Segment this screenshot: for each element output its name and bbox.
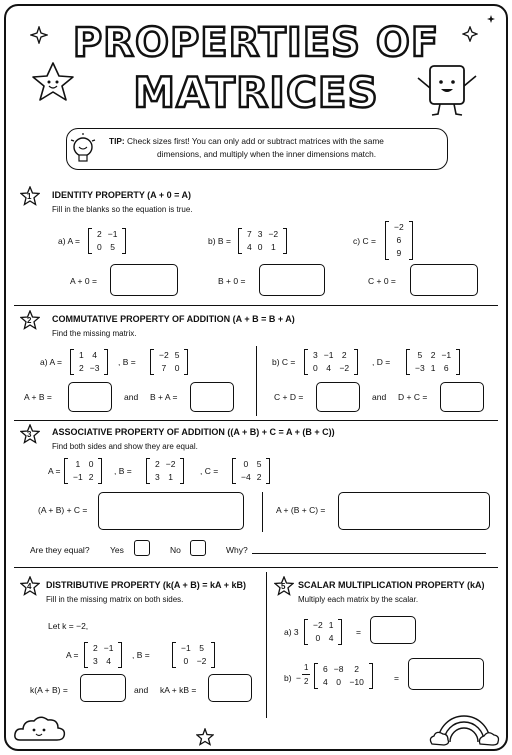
matrix-bracket xyxy=(409,221,413,260)
matrix-entry: −1 xyxy=(441,350,452,360)
matrix-entry: 2 xyxy=(354,664,360,674)
yes-label: Yes xyxy=(110,545,124,555)
matrix-entry: 0 xyxy=(88,459,94,469)
matrix-entry: 7 xyxy=(247,229,252,239)
scalar-definition: Let k = −2, xyxy=(48,621,89,631)
matrix-entry: 7 xyxy=(161,363,167,373)
equation-label: kA + kB = xyxy=(160,685,197,695)
matrix-D xyxy=(406,349,460,375)
matrix-entry: 2 xyxy=(256,472,262,482)
matrix-entry: 1 xyxy=(270,242,276,252)
matrix-entry: 5 xyxy=(417,350,423,360)
no-checkbox[interactable] xyxy=(190,540,206,556)
answer-box[interactable] xyxy=(110,264,178,296)
matrix-bracket xyxy=(70,349,74,375)
matrix-entry: −2 xyxy=(196,656,207,666)
section-heading: COMMUTATIVE PROPERTY OF ADDITION (A + B = B + A) xyxy=(52,314,295,324)
section-number: 1 xyxy=(27,192,32,201)
answer-box[interactable] xyxy=(68,382,112,412)
section-heading: ASSOCIATIVE PROPERTY OF ADDITION ((A + B) + C = A + (B + C)) xyxy=(52,427,335,437)
matrix-bracket xyxy=(304,619,308,645)
matrix-entry: 0 xyxy=(336,677,341,687)
matrix-a xyxy=(304,619,342,645)
matrix-label: , B = xyxy=(132,650,150,660)
matrix-entry: −8 xyxy=(333,664,344,674)
answer-box[interactable] xyxy=(80,674,126,702)
answer-box[interactable] xyxy=(98,492,244,530)
matrix-entry: 4 xyxy=(326,363,331,373)
column-divider xyxy=(266,572,267,718)
matrix-bracket xyxy=(338,619,342,645)
lightbulb-icon xyxy=(68,132,98,168)
matrix-entry: −3 xyxy=(415,363,425,373)
matrix-label: a) A = xyxy=(40,357,62,367)
equation-label: D + C = xyxy=(398,392,428,402)
matrix-bracket xyxy=(283,228,287,254)
matrix-label: , B = xyxy=(114,466,132,476)
fraction-denominator: 2 xyxy=(304,677,309,686)
matrix-entry: 1 xyxy=(168,472,173,482)
matrix-entry: −2 xyxy=(394,222,404,232)
matrix-A xyxy=(84,642,122,668)
section-instruction: Multiply each matrix by the scalar. xyxy=(298,595,419,604)
section-number: 2 xyxy=(27,316,32,325)
matrix-entry: 2 xyxy=(79,363,84,373)
matrix-bracket xyxy=(146,458,150,484)
answer-box[interactable] xyxy=(370,616,416,644)
matrix-entry: 3 xyxy=(93,656,98,666)
matrix-bracket xyxy=(456,349,460,375)
matrix-label: a) A = xyxy=(58,236,80,246)
matrix-entry: −2 xyxy=(165,459,176,469)
matrix-entry: 2 xyxy=(430,350,436,360)
matrix-entry: 2 xyxy=(341,350,347,360)
matrix-entry: 4 xyxy=(328,633,334,643)
matrix-entry: 5 xyxy=(199,643,204,653)
section-number: 5 xyxy=(281,582,286,591)
matrix-entry: −2 xyxy=(339,363,350,373)
matrix-B xyxy=(238,228,287,254)
section-heading: SCALAR MULTIPLICATION PROPERTY (kA) xyxy=(298,580,485,590)
yes-checkbox[interactable] xyxy=(134,540,150,556)
equation-label: (A + B) + C = xyxy=(38,505,88,515)
matrix-bracket xyxy=(118,642,122,668)
matrix-entry: −1 xyxy=(107,229,118,239)
equals-sign: = xyxy=(394,673,399,683)
matrix-bracket xyxy=(232,458,236,484)
matrix-label: c) C = xyxy=(353,236,376,246)
answer-box[interactable] xyxy=(190,382,234,412)
matrix-entry: −1 xyxy=(323,350,334,360)
answer-box[interactable] xyxy=(410,264,478,296)
answer-box[interactable] xyxy=(259,264,325,296)
matrix-entry: −2 xyxy=(159,350,169,360)
matrix-entry: −1 xyxy=(103,643,114,653)
and-label: and xyxy=(124,392,139,402)
answer-box[interactable] xyxy=(208,674,252,702)
matrix-entry: 0 xyxy=(313,363,318,373)
matrix-entry: 3 xyxy=(257,229,263,239)
matrix-bracket xyxy=(98,458,102,484)
matrix-entry: 4 xyxy=(323,677,328,687)
matrix-label: A = xyxy=(48,466,61,476)
matrix-bracket xyxy=(64,458,68,484)
matrix-entry: 3 xyxy=(155,472,160,482)
matrix-entry: −2 xyxy=(313,620,323,630)
matrix-entry: −4 xyxy=(241,472,251,482)
matrix-bracket xyxy=(122,228,126,254)
equation-label: A + (B + C) = xyxy=(276,505,326,515)
matrix-bracket xyxy=(211,642,215,668)
tip-text-2: dimensions, and multiply when the inner dimensions match. xyxy=(157,149,377,159)
equation-label: C + 0 = xyxy=(368,276,396,286)
minus-sign: − xyxy=(296,673,301,683)
matrix-label: b) B = xyxy=(208,236,231,246)
section-heading: IDENTITY PROPERTY (A + 0 = A) xyxy=(52,190,192,200)
matrix-A xyxy=(70,349,108,375)
section-number: 4 xyxy=(27,582,32,591)
and-label: and xyxy=(372,392,387,402)
matrix-entry: 0 xyxy=(174,363,180,373)
column-divider xyxy=(256,346,257,416)
matrix-entry: 2 xyxy=(88,472,94,482)
matrix-entry: −1 xyxy=(181,643,191,653)
matrix-entry: 9 xyxy=(396,248,402,258)
matrix-entry: 2 xyxy=(97,229,102,239)
matrix-entry: 2 xyxy=(155,459,160,469)
divider xyxy=(14,420,498,421)
matrix-b xyxy=(314,663,373,689)
matrix-bracket xyxy=(406,349,410,375)
equation-label: A + 0 = xyxy=(70,276,97,286)
answer-box[interactable] xyxy=(316,382,360,412)
equation-label: A + B = xyxy=(24,392,52,402)
why-answer-line[interactable] xyxy=(252,553,486,554)
matrix-bracket xyxy=(150,349,154,375)
fraction-numerator: 1 xyxy=(304,663,309,672)
tip-text-1: Check sizes first! You can only add or subtract matrices with the same xyxy=(126,136,384,146)
part-label: b) xyxy=(284,673,292,683)
matrix-bracket xyxy=(385,221,389,260)
column-divider xyxy=(262,492,263,532)
answer-box[interactable] xyxy=(408,658,484,690)
matrix-entry: 6 xyxy=(396,235,402,245)
matrix-entry: 6 xyxy=(323,664,328,674)
equation-label: B + 0 = xyxy=(218,276,246,286)
title-line-2: MATRICES xyxy=(133,68,379,117)
matrix-entry: 5 xyxy=(256,459,262,469)
matrix-label: , C = xyxy=(200,466,219,476)
section-heading: DISTRIBUTIVE PROPERTY (k(A + B) = kA + kB) xyxy=(46,580,246,590)
matrix-bracket xyxy=(304,349,308,375)
matrix-entry: −2 xyxy=(268,229,279,239)
tip-label: TIP: xyxy=(109,136,125,146)
matrix-entry: 0 xyxy=(97,242,102,252)
matrix-C xyxy=(232,458,270,484)
matrix-entry: 0 xyxy=(183,656,189,666)
matrix-bracket xyxy=(238,228,242,254)
scalar-label: a) 3 xyxy=(284,627,299,637)
section-instruction: Fill in the missing matrix on both sides. xyxy=(46,595,184,604)
matrix-bracket xyxy=(180,458,184,484)
matrix-A xyxy=(64,458,102,484)
matrix-entry: 1 xyxy=(328,620,334,630)
fraction-bar xyxy=(302,674,310,675)
matrix-label: , D = xyxy=(372,357,391,367)
matrix-entry: 4 xyxy=(106,656,111,666)
matrix-B xyxy=(172,642,215,668)
matrix-entry: 4 xyxy=(92,350,97,360)
matrix-label: A = xyxy=(66,650,79,660)
matrix-entry: 1 xyxy=(430,363,436,373)
equal-question: Are they equal? xyxy=(30,545,90,555)
matrix-entry: 4 xyxy=(247,242,252,252)
matrix-bracket xyxy=(88,228,92,254)
matrix-bracket xyxy=(354,349,358,375)
star-icon xyxy=(196,728,214,746)
section-number: 3 xyxy=(27,430,32,439)
no-label: No xyxy=(170,545,181,555)
matrix-C xyxy=(385,221,413,260)
tip-box xyxy=(66,128,448,170)
matrix-entry: −3 xyxy=(89,363,100,373)
divider xyxy=(14,567,498,568)
section-instruction: Find both sides and show they are equal. xyxy=(52,442,198,451)
matrix-C xyxy=(304,349,358,375)
matrix-bracket xyxy=(104,349,108,375)
matrix-entry: 1 xyxy=(79,350,84,360)
matrix-B xyxy=(150,349,188,375)
matrix-entry: 5 xyxy=(174,350,180,360)
matrix-entry: −1 xyxy=(73,472,83,482)
matrix-label: b) C = xyxy=(272,357,296,367)
matrix-bracket xyxy=(184,349,188,375)
matrix-bracket xyxy=(369,663,373,689)
section-instruction: Find the missing matrix. xyxy=(52,329,137,338)
rainbow-cloud-icon xyxy=(428,704,500,746)
equation-label: k(A + B) = xyxy=(30,685,68,695)
why-label: Why? xyxy=(226,545,248,555)
matrix-A xyxy=(88,228,126,254)
and-label: and xyxy=(134,685,149,695)
matrix-entry: −10 xyxy=(349,677,364,687)
section-instruction: Fill in the blanks so the equation is true. xyxy=(52,205,193,214)
matrix-bracket xyxy=(172,642,176,668)
answer-box[interactable] xyxy=(440,382,484,412)
matrix-entry: 3 xyxy=(313,350,318,360)
title-line-1: PROPERTIES OF xyxy=(72,20,440,66)
matrix-entry: 0 xyxy=(315,633,321,643)
matrix-B xyxy=(146,458,184,484)
matrix-entry: 2 xyxy=(93,643,98,653)
equals-sign: = xyxy=(356,627,361,637)
matrix-entry: 6 xyxy=(443,363,449,373)
matrix-entry: 0 xyxy=(257,242,263,252)
matrix-bracket xyxy=(314,663,318,689)
matrix-bracket xyxy=(266,458,270,484)
divider xyxy=(14,305,498,306)
matrix-entry: 1 xyxy=(75,459,81,469)
answer-box[interactable] xyxy=(338,492,490,530)
matrix-bracket xyxy=(84,642,88,668)
matrix-entry: 5 xyxy=(110,242,115,252)
equation-label: B + A = xyxy=(150,392,178,402)
matrix-label: , B = xyxy=(118,357,136,367)
matrix-entry: 0 xyxy=(243,459,249,469)
smiling-cloud-icon xyxy=(12,710,68,744)
equation-label: C + D = xyxy=(274,392,304,402)
